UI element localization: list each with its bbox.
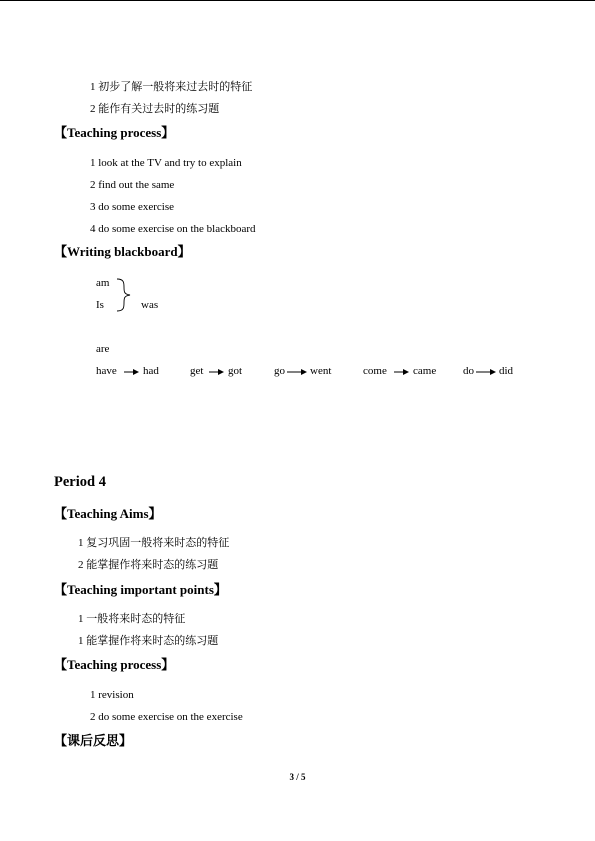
arrow-right-icon: [476, 368, 497, 376]
verb-got: got: [228, 365, 243, 377]
verb-have: have: [96, 365, 117, 377]
period4-aim-1: 1 复习巩固一般将来时态的特征: [78, 537, 230, 549]
word-is: Is: [96, 299, 104, 311]
writing-blackboard-heading: 【Writing blackboard】: [54, 244, 191, 259]
verb-come: come: [363, 365, 387, 377]
word-am: am: [96, 277, 110, 289]
period4-process-step-2: 2 do some exercise on the exercise: [90, 711, 243, 723]
verb-came: came: [413, 365, 437, 377]
process-step-2: 2 find out the same: [90, 179, 175, 191]
arrow-right-icon: [209, 368, 225, 376]
process-step-4: 4 do some exercise on the blackboard: [90, 223, 256, 235]
word-was: was: [141, 299, 159, 311]
arrow-right-icon: [124, 368, 140, 376]
important-point-1: 1 一般将来时态的特征: [78, 613, 186, 625]
important-point-2: 1 能掌握作将来时态的练习题: [78, 635, 219, 647]
teaching-aims-heading: 【Teaching Aims】: [54, 506, 162, 521]
top-border: [0, 0, 595, 1]
teaching-process-heading: 【Teaching process】: [54, 125, 175, 140]
verb-did: did: [499, 365, 514, 377]
process-step-1: 1 look at the TV and try to explain: [90, 157, 242, 169]
aim-2: 2 能作有关过去时的练习题: [90, 103, 220, 115]
verb-had: had: [143, 365, 159, 377]
word-are: are: [96, 343, 110, 355]
verb-get: get: [190, 365, 204, 377]
verb-do: do: [463, 365, 474, 377]
reflection-heading: 【课后反思】: [54, 733, 133, 748]
period4-teaching-process-heading: 【Teaching process】: [54, 657, 175, 672]
verb-went: went: [310, 365, 332, 377]
arrow-right-icon: [394, 368, 410, 376]
period-title: Period 4: [54, 474, 106, 490]
arrow-right-icon: [287, 368, 308, 376]
page-number: 3 / 5: [289, 772, 306, 782]
teaching-important-points-heading: 【Teaching important points】: [54, 582, 227, 597]
period4-aim-2: 2 能掌握作将来时态的练习题: [78, 559, 219, 571]
right-brace-icon: [114, 277, 134, 313]
verb-go: go: [274, 365, 285, 377]
process-step-3: 3 do some exercise: [90, 201, 174, 213]
period4-process-step-1: 1 revision: [90, 689, 134, 701]
aim-1: 1 初步了解一般将来过去时的特征: [90, 81, 253, 93]
